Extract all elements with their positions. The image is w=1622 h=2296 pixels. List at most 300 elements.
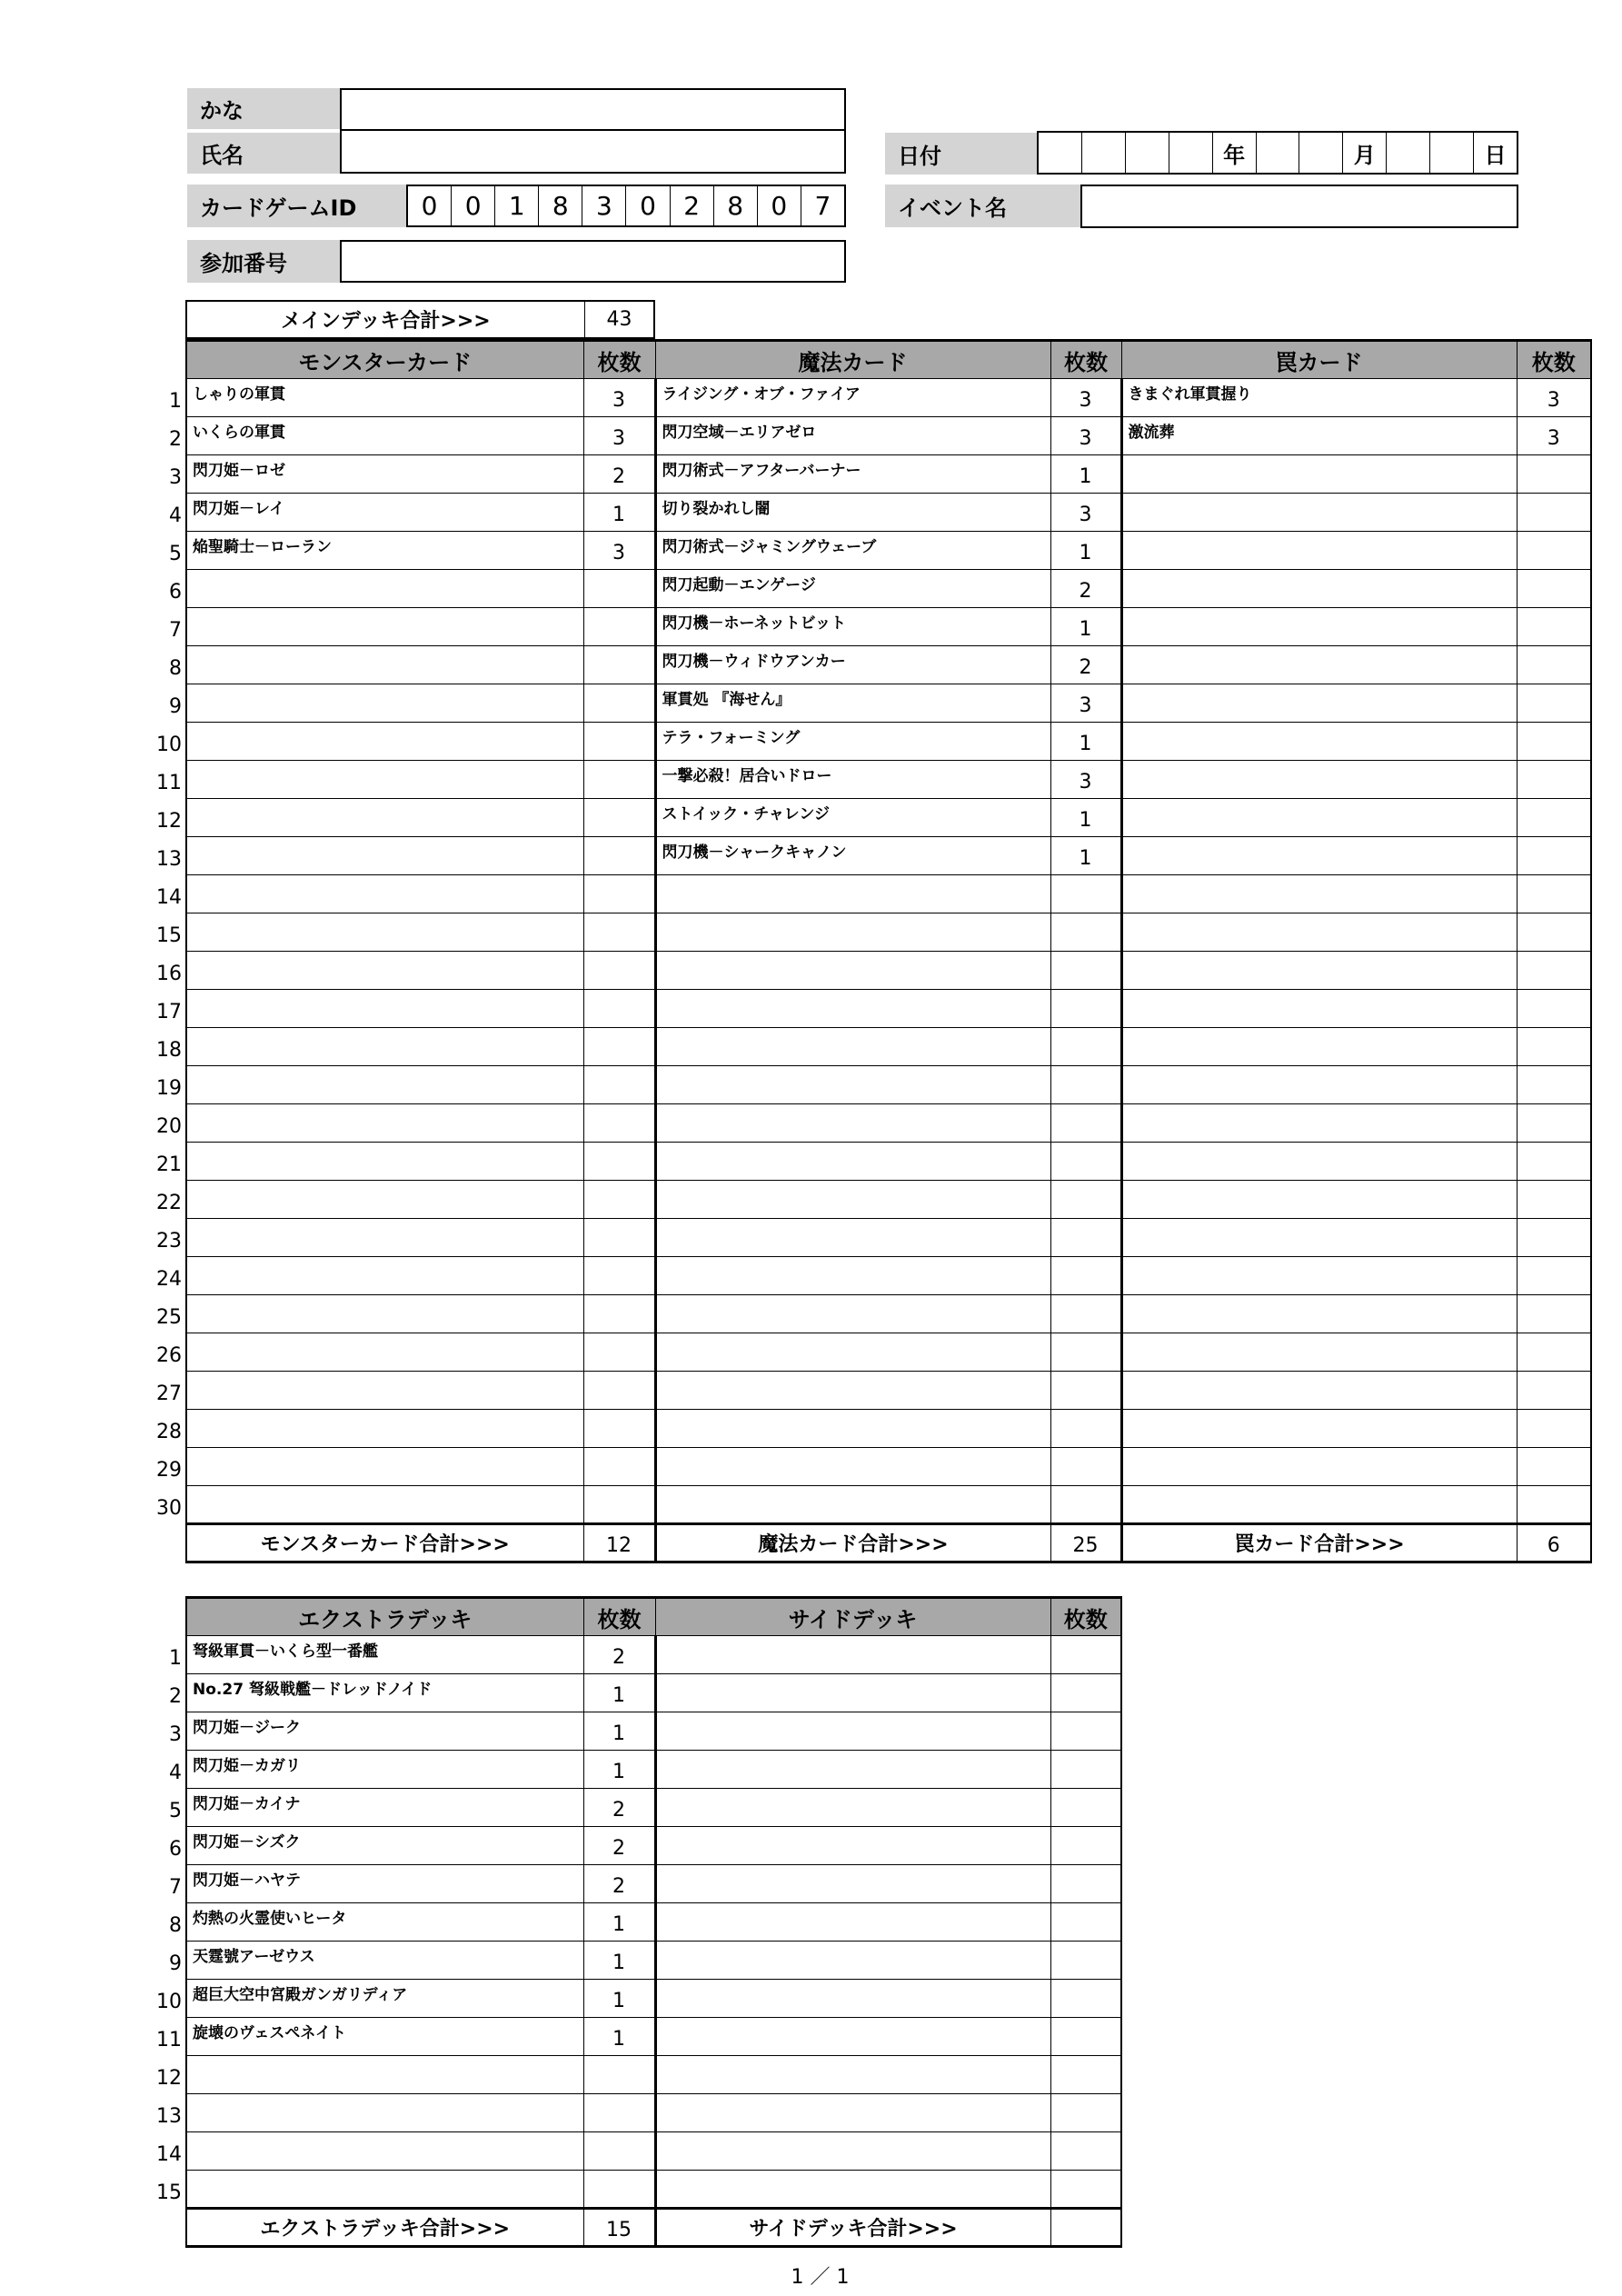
row-number: 25 [156, 1306, 182, 1329]
card-name-cell[interactable] [1121, 494, 1517, 532]
card-name-cell[interactable] [1121, 1104, 1517, 1143]
card-count-cell[interactable] [1517, 1372, 1591, 1410]
card-count-cell[interactable] [1517, 1486, 1591, 1524]
monster-total-value: 12 [583, 1524, 655, 1562]
card-count-cell[interactable] [1050, 2132, 1121, 2171]
card-count-cell[interactable] [1517, 799, 1591, 837]
date-cell[interactable] [1126, 133, 1169, 173]
card-count-cell[interactable] [583, 1219, 655, 1257]
date-cell[interactable]: 年 [1213, 133, 1257, 173]
card-count-cell[interactable] [583, 1448, 655, 1486]
card-count-cell[interactable] [583, 875, 655, 913]
card-name-cell[interactable]: 閃刀姫－ロゼ [186, 455, 583, 494]
card-name-cell[interactable] [1121, 1295, 1517, 1333]
card-name-cell[interactable] [186, 1448, 583, 1486]
card-name-cell[interactable] [655, 1751, 1050, 1789]
card-count-cell[interactable]: 2 [583, 1789, 655, 1827]
row-number: 8 [169, 1914, 182, 1937]
card-name-cell[interactable] [1121, 1257, 1517, 1295]
row-number: 1 [169, 1647, 182, 1670]
card-count-cell[interactable] [583, 990, 655, 1028]
card-name-cell[interactable] [655, 1486, 1050, 1524]
card-count-cell[interactable] [1517, 952, 1591, 990]
card-name-cell[interactable] [1121, 990, 1517, 1028]
card-count-cell[interactable]: 3 [1050, 761, 1121, 799]
card-count-cell[interactable] [1050, 1486, 1121, 1524]
card-name-cell[interactable] [1121, 913, 1517, 952]
card-name-cell[interactable] [1121, 723, 1517, 761]
card-name-cell[interactable]: 閃刀機－シャークキャノン [655, 837, 1050, 875]
card-name-cell[interactable]: 一撃必殺！居合いドロー [655, 761, 1050, 799]
card-count-cell[interactable] [1050, 1410, 1121, 1448]
card-count-cell[interactable]: 2 [583, 1636, 655, 1674]
row-number: 10 [156, 1991, 182, 2013]
date-cell[interactable] [1082, 133, 1126, 173]
card-name-cell[interactable] [1121, 532, 1517, 570]
card-name-cell[interactable]: 灼熱の火霊使いヒータ [186, 1903, 583, 1942]
card-count-cell[interactable] [1517, 1257, 1591, 1295]
card-count-cell[interactable]: 2 [583, 455, 655, 494]
card-count-cell[interactable]: 3 [1050, 494, 1121, 532]
table-row [186, 1219, 1591, 1257]
card-count-cell[interactable] [583, 761, 655, 799]
date-field[interactable] [1037, 131, 1518, 175]
card-count-cell[interactable] [1050, 1372, 1121, 1410]
card-count-cell[interactable] [1517, 1295, 1591, 1333]
card-count-cell[interactable] [583, 646, 655, 684]
card-name-cell[interactable]: 閃刀空域－エリアゼロ [655, 417, 1050, 455]
event-name-field[interactable] [1080, 185, 1518, 228]
card-count-cell[interactable] [1050, 1333, 1121, 1372]
card-name-cell[interactable] [655, 1448, 1050, 1486]
card-name-cell[interactable] [1121, 952, 1517, 990]
card-name-cell[interactable]: きまぐれ軍貫握り [1121, 379, 1517, 417]
monster-total-label: モンスターカード合計>>> [186, 1524, 583, 1562]
card-name-cell[interactable]: しゃりの軍貫 [186, 379, 583, 417]
card-name-cell[interactable] [186, 1257, 583, 1295]
card-name-cell[interactable] [1121, 1333, 1517, 1372]
card-count-cell[interactable] [583, 1410, 655, 1448]
date-cell[interactable] [1169, 133, 1213, 173]
card-count-cell[interactable] [583, 1333, 655, 1372]
card-name-cell[interactable] [655, 2171, 1050, 2209]
card-name-cell[interactable] [1121, 875, 1517, 913]
card-count-cell[interactable]: 3 [1050, 379, 1121, 417]
card-name-cell[interactable] [186, 952, 583, 990]
card-count-cell[interactable]: 1 [583, 1712, 655, 1751]
card-name-cell[interactable] [186, 990, 583, 1028]
card-name-cell[interactable] [1121, 684, 1517, 723]
card-count-cell[interactable] [1050, 875, 1121, 913]
side-total-value [1050, 2209, 1121, 2247]
card-count-cell[interactable] [1050, 1980, 1121, 2018]
card-count-cell[interactable]: 2 [1050, 646, 1121, 684]
card-name-cell[interactable] [186, 2132, 583, 2171]
card-name-cell[interactable]: 切り裂かれし闇 [655, 494, 1050, 532]
card-name-cell[interactable]: ストイック・チャレンジ [655, 799, 1050, 837]
row-number: 23 [156, 1230, 182, 1253]
card-count-cell[interactable] [583, 913, 655, 952]
card-name-cell[interactable] [655, 1257, 1050, 1295]
card-name-cell[interactable] [186, 684, 583, 723]
card-name-cell[interactable]: ライジング・オブ・ファイア [655, 379, 1050, 417]
table-row [186, 1143, 1591, 1181]
card-count-cell[interactable] [1050, 1066, 1121, 1104]
card-name-cell[interactable] [1121, 646, 1517, 684]
card-count-cell[interactable] [1517, 532, 1591, 570]
date-cell[interactable] [1299, 133, 1343, 173]
row-number: 3 [169, 1723, 182, 1746]
id-digit: 8 [714, 186, 758, 225]
table-row [186, 799, 1591, 837]
card-name-cell[interactable] [655, 1674, 1050, 1712]
card-name-cell[interactable] [186, 1372, 583, 1410]
row-number: 2 [169, 428, 182, 451]
card-name-cell[interactable] [655, 1942, 1050, 1980]
card-name-cell[interactable]: 弩級軍貫－いくら型一番艦 [186, 1636, 583, 1674]
card-name-cell[interactable] [655, 1181, 1050, 1219]
card-name-cell[interactable]: 閃刀術式－ジャミングウェーブ [655, 532, 1050, 570]
card-count-cell[interactable] [583, 1257, 655, 1295]
card-name-cell[interactable] [186, 1143, 583, 1181]
kana-field[interactable] [340, 88, 846, 131]
card-name-cell[interactable] [655, 1789, 1050, 1827]
card-count-cell[interactable] [1517, 723, 1591, 761]
card-name-cell[interactable] [655, 1980, 1050, 2018]
card-count-cell[interactable]: 1 [1050, 799, 1121, 837]
card-count-cell[interactable] [583, 1181, 655, 1219]
card-count-cell[interactable]: 3 [1050, 684, 1121, 723]
card-name-cell[interactable] [1121, 837, 1517, 875]
card-name-cell[interactable]: 閃刀起動－エンゲージ [655, 570, 1050, 608]
card-count-cell[interactable] [583, 952, 655, 990]
kana-label: かな [187, 88, 340, 129]
card-count-cell[interactable] [583, 1104, 655, 1143]
card-name-cell[interactable] [1121, 1410, 1517, 1448]
card-name-cell[interactable] [1121, 570, 1517, 608]
card-name-cell[interactable]: 閃刀姫－カイナ [186, 1789, 583, 1827]
card-count-cell[interactable]: 1 [583, 494, 655, 532]
card-game-id-label: カードゲームID [187, 185, 407, 227]
card-count-cell[interactable] [583, 2094, 655, 2132]
card-name-cell[interactable] [1121, 455, 1517, 494]
card-name-cell[interactable]: 閃刀姫－レイ [186, 494, 583, 532]
card-name-cell[interactable] [1121, 799, 1517, 837]
card-count-cell[interactable] [1517, 875, 1591, 913]
card-count-cell[interactable] [1517, 1448, 1591, 1486]
card-name-cell[interactable] [186, 608, 583, 646]
card-count-cell[interactable] [1050, 2094, 1121, 2132]
card-name-cell[interactable] [186, 913, 583, 952]
card-name-cell[interactable] [186, 2171, 583, 2209]
card-name-cell[interactable]: 超巨大空中宮殿ガンガリディア [186, 1980, 583, 2018]
card-count-cell[interactable] [1517, 1066, 1591, 1104]
card-name-cell[interactable] [655, 1865, 1050, 1903]
row-number: 11 [156, 2029, 182, 2051]
card-count-cell[interactable] [1517, 494, 1591, 532]
date-cell[interactable] [1387, 133, 1430, 173]
card-name-cell[interactable]: 旋壊のヴェスペネイト [186, 2018, 583, 2056]
card-count-cell[interactable] [583, 684, 655, 723]
card-name-cell[interactable] [655, 990, 1050, 1028]
card-count-cell[interactable] [583, 723, 655, 761]
card-name-cell[interactable] [655, 875, 1050, 913]
card-count-cell[interactable]: 3 [1517, 417, 1591, 455]
card-name-cell[interactable] [1121, 1143, 1517, 1181]
card-name-cell[interactable]: テラ・フォーミング [655, 723, 1050, 761]
table-row [186, 1066, 1591, 1104]
card-count-cell[interactable] [1050, 1865, 1121, 1903]
card-count-cell[interactable] [1517, 1181, 1591, 1219]
card-count-cell[interactable] [1050, 1674, 1121, 1712]
card-count-cell[interactable]: 2 [583, 1827, 655, 1865]
card-count-cell[interactable] [1517, 1143, 1591, 1181]
card-count-cell[interactable] [1517, 646, 1591, 684]
card-count-cell[interactable] [1050, 913, 1121, 952]
row-number: 13 [156, 2105, 182, 2128]
card-count-cell[interactable] [583, 1372, 655, 1410]
main-deck-total [185, 300, 655, 340]
card-count-cell[interactable] [1050, 2056, 1121, 2094]
card-count-cell[interactable] [1050, 1448, 1121, 1486]
card-count-cell[interactable] [1050, 1751, 1121, 1789]
card-count-cell[interactable] [1517, 570, 1591, 608]
card-count-cell[interactable] [583, 570, 655, 608]
card-name-cell[interactable] [186, 2056, 583, 2094]
card-count-cell[interactable]: 2 [1050, 570, 1121, 608]
card-name-cell[interactable] [655, 1295, 1050, 1333]
row-number: 4 [169, 1762, 182, 1784]
card-name-cell[interactable] [655, 1333, 1050, 1372]
card-count-cell[interactable] [1517, 761, 1591, 799]
card-count-cell[interactable]: 2 [583, 1865, 655, 1903]
card-name-cell[interactable]: 閃刀姫－ハヤテ [186, 1865, 583, 1903]
card-name-cell[interactable] [1121, 1066, 1517, 1104]
card-name-cell[interactable] [655, 2094, 1050, 2132]
id-digit: 0 [408, 186, 452, 225]
card-name-cell[interactable] [186, 1104, 583, 1143]
card-count-cell[interactable] [1517, 1410, 1591, 1448]
card-name-cell[interactable]: 焔聖騎士－ローラン [186, 532, 583, 570]
card-name-cell[interactable]: 閃刀姫－シズク [186, 1827, 583, 1865]
card-count-cell[interactable] [1050, 1903, 1121, 1942]
card-name-cell[interactable] [655, 913, 1050, 952]
card-count-cell[interactable] [583, 1143, 655, 1181]
card-count-cell[interactable]: 3 [583, 417, 655, 455]
card-name-cell[interactable]: 閃刀姫－ジーク [186, 1712, 583, 1751]
card-count-cell[interactable] [1050, 1028, 1121, 1066]
card-count-cell[interactable] [1517, 1028, 1591, 1066]
card-name-cell[interactable] [1121, 608, 1517, 646]
card-name-cell[interactable] [1121, 761, 1517, 799]
id-digit: 2 [671, 186, 714, 225]
card-name-cell[interactable] [655, 1712, 1050, 1751]
card-count-cell[interactable] [583, 837, 655, 875]
card-count-cell[interactable] [1050, 2171, 1121, 2209]
card-count-cell[interactable] [1517, 990, 1591, 1028]
card-name-cell[interactable]: 激流葬 [1121, 417, 1517, 455]
card-count-cell[interactable]: 3 [1050, 417, 1121, 455]
card-game-id-field[interactable] [406, 185, 846, 227]
card-name-cell[interactable] [186, 1486, 583, 1524]
table-row [186, 570, 1591, 608]
card-count-cell[interactable] [1050, 1712, 1121, 1751]
card-count-cell[interactable] [1517, 837, 1591, 875]
card-name-cell[interactable] [655, 2018, 1050, 2056]
card-name-cell[interactable] [186, 2094, 583, 2132]
card-name-cell[interactable] [186, 837, 583, 875]
card-count-cell[interactable] [1050, 1219, 1121, 1257]
row-number: 30 [156, 1497, 182, 1520]
card-count-cell[interactable]: 3 [583, 379, 655, 417]
card-count-cell[interactable] [1050, 1827, 1121, 1865]
card-name-cell[interactable]: 閃刀機－ウィドウアンカー [655, 646, 1050, 684]
card-count-cell[interactable] [1050, 1789, 1121, 1827]
table-row [186, 1257, 1591, 1295]
card-count-cell[interactable] [583, 2056, 655, 2094]
name-field[interactable] [340, 131, 846, 174]
row-number: 8 [169, 657, 182, 680]
card-name-cell[interactable] [1121, 1181, 1517, 1219]
card-count-cell[interactable]: 1 [583, 1903, 655, 1942]
card-count-cell[interactable] [1050, 1636, 1121, 1674]
card-count-cell[interactable] [583, 608, 655, 646]
entry-number-label: 参加番号 [187, 240, 340, 283]
card-count-cell[interactable]: 1 [583, 1980, 655, 2018]
card-name-cell[interactable]: 天霆號アーゼウス [186, 1942, 583, 1980]
card-count-cell[interactable]: 1 [1050, 532, 1121, 570]
card-name-cell[interactable] [655, 1636, 1050, 1674]
card-count-cell[interactable] [1050, 990, 1121, 1028]
card-count-cell[interactable]: 1 [1050, 723, 1121, 761]
card-name-cell[interactable] [655, 2132, 1050, 2171]
card-count-cell[interactable] [1517, 684, 1591, 723]
card-name-cell[interactable] [1121, 1486, 1517, 1524]
card-count-cell[interactable] [1050, 1181, 1121, 1219]
card-name-cell[interactable] [186, 1410, 583, 1448]
card-name-cell[interactable] [186, 646, 583, 684]
card-name-cell[interactable]: いくらの軍貫 [186, 417, 583, 455]
card-name-cell[interactable] [655, 1410, 1050, 1448]
card-name-cell[interactable] [186, 799, 583, 837]
card-name-cell[interactable] [186, 570, 583, 608]
card-count-cell[interactable]: 1 [1050, 455, 1121, 494]
card-name-cell[interactable] [186, 723, 583, 761]
card-count-cell[interactable] [583, 1066, 655, 1104]
card-name-cell[interactable]: 閃刀機－ホーネットビット [655, 608, 1050, 646]
card-count-cell[interactable] [1517, 1104, 1591, 1143]
table-row [186, 1865, 1121, 1903]
card-count-cell[interactable] [583, 1028, 655, 1066]
card-count-cell[interactable] [1050, 1257, 1121, 1295]
card-count-cell[interactable] [1517, 455, 1591, 494]
card-count-cell[interactable] [583, 2132, 655, 2171]
date-cell[interactable]: 日 [1484, 142, 1507, 168]
card-count-cell[interactable]: 1 [1050, 608, 1121, 646]
card-count-cell[interactable] [1517, 1219, 1591, 1257]
card-count-cell[interactable]: 1 [1050, 837, 1121, 875]
card-count-cell[interactable] [1050, 1295, 1121, 1333]
card-name-cell[interactable] [655, 1372, 1050, 1410]
card-name-cell[interactable] [655, 2056, 1050, 2094]
card-count-cell[interactable]: 3 [583, 532, 655, 570]
card-count-cell[interactable] [583, 2171, 655, 2209]
card-count-cell[interactable] [1517, 1333, 1591, 1372]
card-count-cell[interactable] [1050, 1143, 1121, 1181]
table-row [186, 2056, 1121, 2094]
card-name-cell[interactable] [655, 1104, 1050, 1143]
card-count-cell[interactable] [1050, 952, 1121, 990]
card-count-cell[interactable]: 1 [583, 1942, 655, 1980]
card-name-cell[interactable]: 軍貫処 『海せん』 [655, 684, 1050, 723]
card-name-cell[interactable] [1121, 1448, 1517, 1486]
id-digit: 7 [814, 191, 831, 221]
card-name-cell[interactable] [655, 1028, 1050, 1066]
card-count-cell[interactable] [583, 1295, 655, 1333]
card-count-cell[interactable]: 1 [583, 2018, 655, 2056]
row-number: 15 [156, 924, 182, 947]
card-name-cell[interactable] [186, 1028, 583, 1066]
table-row [186, 1410, 1591, 1448]
card-count-cell[interactable] [583, 799, 655, 837]
card-name-cell[interactable] [186, 1333, 583, 1372]
table-row [186, 684, 1591, 723]
card-count-cell[interactable] [583, 1486, 655, 1524]
card-name-cell[interactable] [186, 1066, 583, 1104]
card-name-cell[interactable] [655, 1219, 1050, 1257]
card-name-cell[interactable] [655, 1066, 1050, 1104]
card-name-cell[interactable] [1121, 1028, 1517, 1066]
card-name-cell[interactable]: 閃刀術式－アフターバーナー [655, 455, 1050, 494]
card-count-cell[interactable] [1050, 1942, 1121, 1980]
table-row [186, 455, 1591, 494]
main-deck-total-value: 43 [606, 308, 632, 331]
table-row [186, 1827, 1121, 1865]
card-name-cell[interactable] [186, 761, 583, 799]
card-name-cell[interactable] [1121, 1372, 1517, 1410]
card-name-cell[interactable] [186, 1181, 583, 1219]
card-name-cell[interactable] [1121, 1219, 1517, 1257]
date-cell[interactable] [1039, 133, 1082, 173]
extra-side-deck-table [185, 1596, 1122, 2248]
card-count-cell[interactable]: 1 [583, 1751, 655, 1789]
card-count-cell[interactable]: 3 [1517, 379, 1591, 417]
card-count-cell[interactable] [1050, 2018, 1121, 2056]
entry-number-field[interactable] [340, 240, 846, 283]
date-cell[interactable] [1257, 133, 1300, 173]
card-name-cell[interactable] [655, 952, 1050, 990]
table-row [186, 837, 1591, 875]
date-cell[interactable] [1430, 133, 1474, 173]
card-name-cell[interactable] [186, 1219, 583, 1257]
card-count-cell[interactable] [1517, 913, 1591, 952]
table-row [186, 2171, 1121, 2209]
card-name-cell[interactable]: 閃刀姫－カガリ [186, 1751, 583, 1789]
card-count-cell[interactable] [1050, 1104, 1121, 1143]
card-name-cell[interactable] [655, 1903, 1050, 1942]
card-name-cell[interactable] [655, 1827, 1050, 1865]
date-cell[interactable]: 月 [1343, 133, 1387, 173]
card-name-cell[interactable] [186, 1295, 583, 1333]
table-row [186, 1980, 1121, 2018]
row-number: 18 [156, 1039, 182, 1062]
card-name-cell[interactable]: No.27 弩級戦艦－ドレッドノイド [186, 1674, 583, 1712]
card-name-cell[interactable] [655, 1143, 1050, 1181]
card-count-cell[interactable] [1517, 608, 1591, 646]
card-name-cell[interactable] [186, 875, 583, 913]
card-count-cell[interactable]: 1 [583, 1674, 655, 1712]
table-row [186, 2132, 1121, 2171]
